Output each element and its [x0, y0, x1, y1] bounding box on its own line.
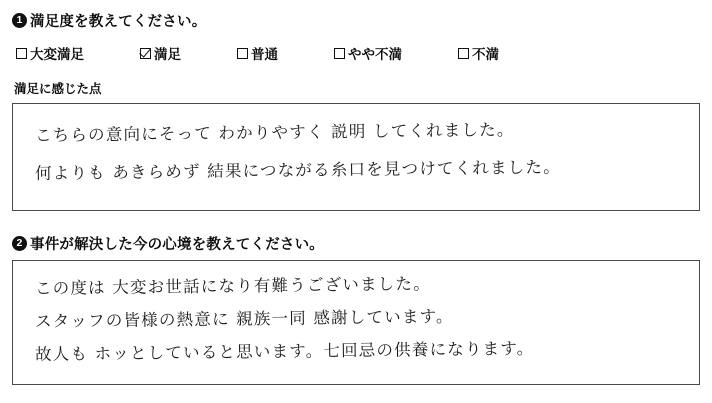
- option-label: 普通: [251, 47, 278, 62]
- question-2-answer-box[interactable]: [12, 260, 700, 385]
- checkbox-somewhat-dissatisfied[interactable]: [334, 48, 345, 59]
- satisfaction-options: [12, 43, 700, 63]
- question-1-number: 1: [12, 13, 27, 28]
- question-1-sub-label: 満足に感じた点: [14, 82, 102, 96]
- checkbox-very-satisfied[interactable]: [16, 48, 27, 59]
- question-1-answer-box[interactable]: [12, 103, 700, 211]
- question-1-label: 満足度を教えてください。: [30, 14, 207, 30]
- option-label: 不満: [472, 47, 499, 62]
- option-very-satisfied[interactable]: [16, 43, 84, 63]
- handwritten-line: 何よりも あきらめず 結果につながる糸口を見つけてくれました。: [34, 157, 561, 183]
- option-label: 満足: [154, 47, 181, 62]
- handwritten-line: 故人も ホッとしていると思います。七回忌の供養になります。: [34, 338, 535, 364]
- checkbox-neutral[interactable]: [237, 48, 248, 59]
- option-satisfied[interactable]: [140, 43, 181, 63]
- handwritten-line: スタッフの皆様の熱意に 親族一同 感謝しています。: [34, 306, 454, 331]
- option-dissatisfied[interactable]: [458, 43, 499, 63]
- question-1-heading: [12, 10, 700, 31]
- question-2-number: 2: [12, 236, 27, 251]
- option-label: 大変満足: [30, 47, 84, 62]
- option-somewhat-dissatisfied[interactable]: [334, 43, 402, 63]
- question-2-label: 事件が解決した今の心境を教えてください。: [30, 237, 324, 253]
- handwritten-line: この度は 大変お世話になり有難うございました。: [34, 274, 431, 298]
- checkbox-satisfied[interactable]: [140, 48, 151, 59]
- option-neutral[interactable]: [237, 43, 278, 63]
- checkbox-dissatisfied[interactable]: [458, 48, 469, 59]
- question-2-heading: [12, 233, 700, 254]
- handwritten-line: こちらの意向にそって わかりやすく 説明 してくれました。: [34, 120, 515, 145]
- option-label: やや不満: [348, 47, 402, 62]
